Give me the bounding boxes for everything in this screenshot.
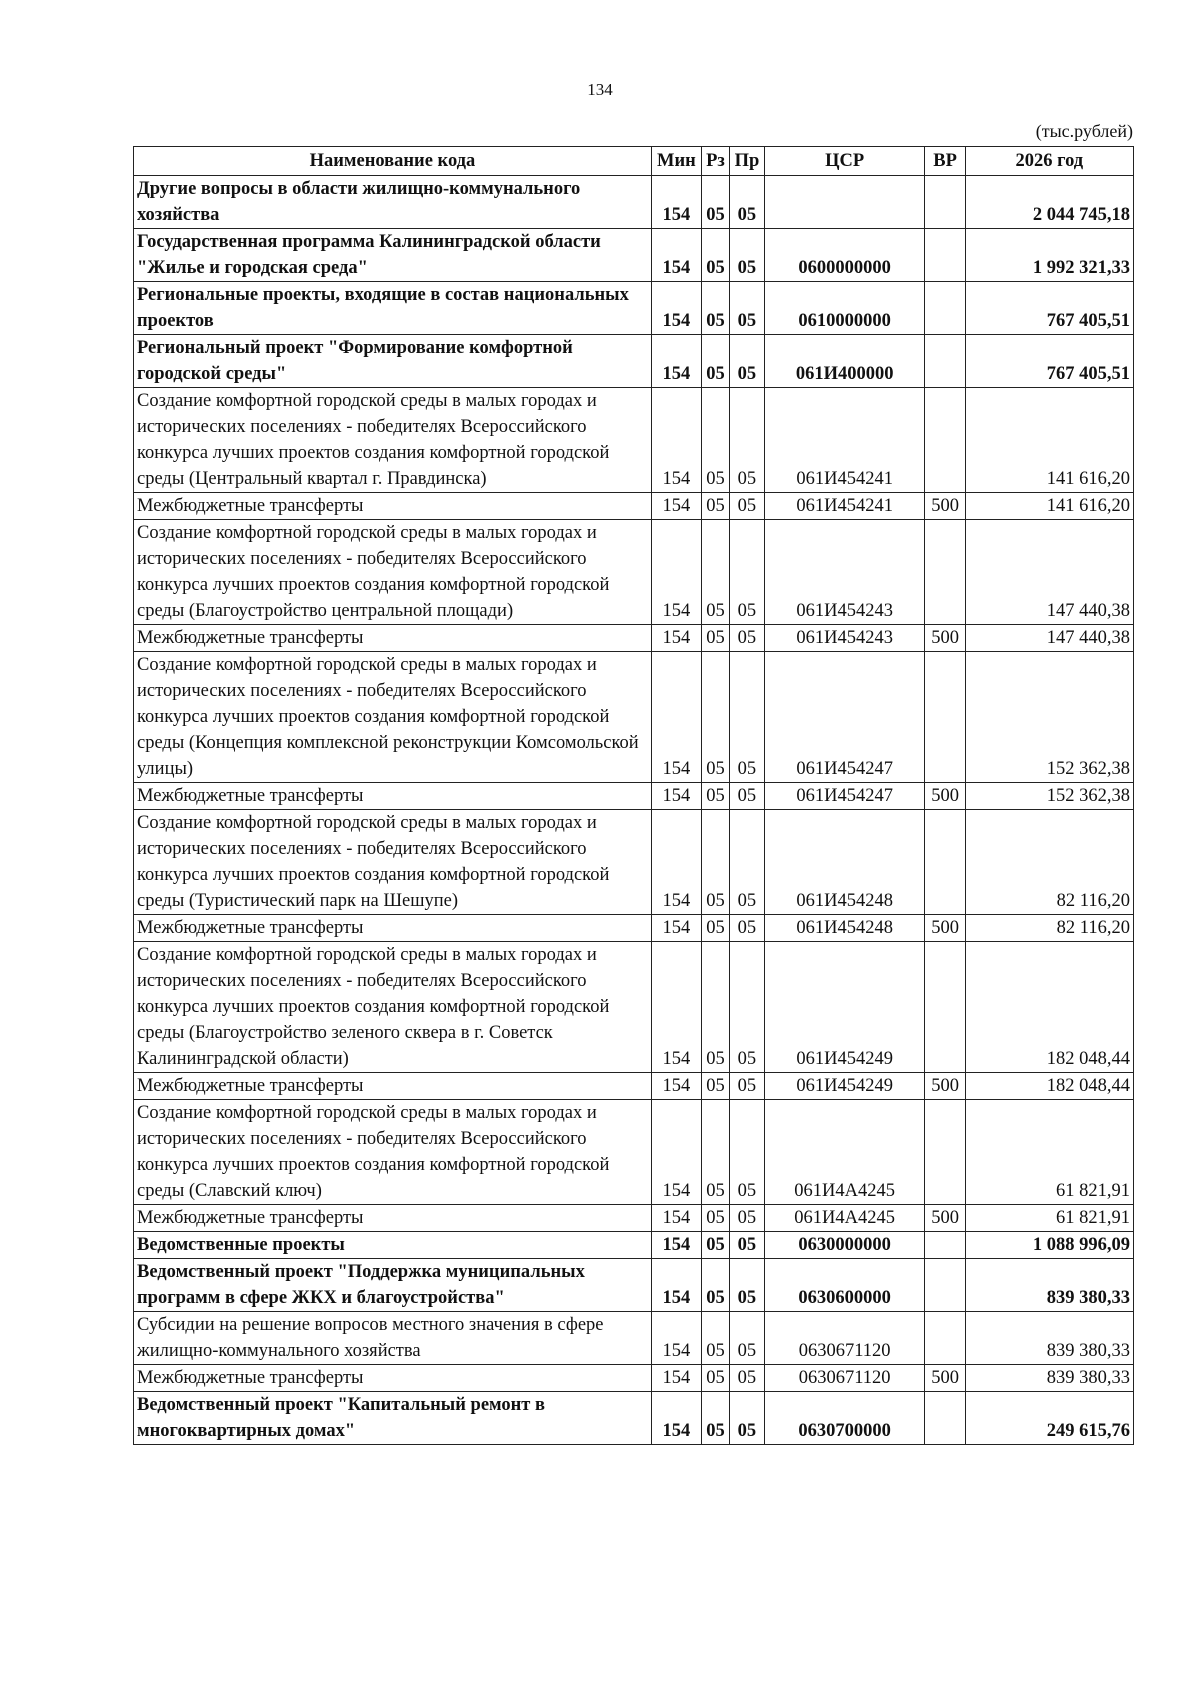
cell-csr: 0600000000 bbox=[764, 229, 925, 282]
cell-min: 154 bbox=[651, 783, 701, 810]
cell-pr: 05 bbox=[730, 625, 765, 652]
cell-amount: 141 616,20 bbox=[965, 493, 1133, 520]
cell-pr: 05 bbox=[730, 1073, 765, 1100]
cell-pr: 05 bbox=[730, 1259, 765, 1312]
cell-vr bbox=[925, 1232, 965, 1259]
cell-rz: 05 bbox=[701, 915, 729, 942]
cell-vr: 500 bbox=[925, 625, 965, 652]
cell-min: 154 bbox=[651, 520, 701, 625]
table-row bbox=[134, 1392, 1134, 1445]
cell-vr bbox=[925, 176, 965, 229]
cell-name: Региональный проект "Формирование комфортной городской среды" bbox=[134, 335, 652, 388]
table-row bbox=[134, 282, 1134, 335]
cell-name: Создание комфортной городской среды в малых городах и исторических поселениях - победителях Всероссийского конкурса лучших проектов создания комфортной городской среды (Концепция комплексной реконструкции Комсомольской улицы) bbox=[134, 652, 652, 783]
cell-amount: 839 380,33 bbox=[965, 1365, 1133, 1392]
cell-name: Создание комфортной городской среды в малых городах и исторических поселениях - победителях Всероссийского конкурса лучших проектов создания комфортной городской среды (Славский ключ) bbox=[134, 1100, 652, 1205]
units-label: (тыс.рублей) bbox=[1035, 121, 1133, 141]
cell-pr: 05 bbox=[730, 176, 765, 229]
cell-pr: 05 bbox=[730, 388, 765, 493]
cell-rz: 05 bbox=[701, 1259, 729, 1312]
cell-vr bbox=[925, 1392, 965, 1445]
cell-csr: 061И454249 bbox=[764, 1073, 925, 1100]
cell-csr: 061И4А4245 bbox=[764, 1205, 925, 1232]
cell-csr: 061И454241 bbox=[764, 388, 925, 493]
cell-vr: 500 bbox=[925, 1205, 965, 1232]
cell-pr: 05 bbox=[730, 282, 765, 335]
cell-rz: 05 bbox=[701, 783, 729, 810]
cell-name: Межбюджетные трансферты bbox=[134, 1365, 652, 1392]
table-row bbox=[134, 625, 1134, 652]
cell-rz: 05 bbox=[701, 1365, 729, 1392]
cell-name: Региональные проекты, входящие в состав национальных проектов bbox=[134, 282, 652, 335]
cell-rz: 05 bbox=[701, 493, 729, 520]
cell-pr: 05 bbox=[730, 810, 765, 915]
cell-rz: 05 bbox=[701, 1392, 729, 1445]
cell-rz: 05 bbox=[701, 1073, 729, 1100]
cell-name: Создание комфортной городской среды в малых городах и исторических поселениях - победителях Всероссийского конкурса лучших проектов создания комфортной городской среды (Благоустройство зеленого сквера в г. Советск Калининградской области) bbox=[134, 942, 652, 1073]
cell-vr bbox=[925, 1312, 965, 1365]
cell-amount: 61 821,91 bbox=[965, 1205, 1133, 1232]
cell-amount: 2 044 745,18 bbox=[965, 176, 1133, 229]
table-row bbox=[134, 388, 1134, 493]
table-row bbox=[134, 1073, 1134, 1100]
cell-rz: 05 bbox=[701, 520, 729, 625]
cell-vr bbox=[925, 520, 965, 625]
cell-rz: 05 bbox=[701, 229, 729, 282]
cell-amount: 141 616,20 bbox=[965, 388, 1133, 493]
cell-rz: 05 bbox=[701, 176, 729, 229]
cell-csr: 0630000000 bbox=[764, 1232, 925, 1259]
table-row bbox=[134, 493, 1134, 520]
cell-min: 154 bbox=[651, 652, 701, 783]
cell-pr: 05 bbox=[730, 1205, 765, 1232]
cell-name: Создание комфортной городской среды в малых городах и исторических поселениях - победителях Всероссийского конкурса лучших проектов создания комфортной городской среды (Благоустройство центральной площади) bbox=[134, 520, 652, 625]
cell-csr: 0630700000 bbox=[764, 1392, 925, 1445]
cell-vr bbox=[925, 335, 965, 388]
cell-min: 154 bbox=[651, 1100, 701, 1205]
cell-min: 154 bbox=[651, 388, 701, 493]
table-header-row bbox=[134, 147, 1134, 176]
cell-name: Другие вопросы в области жилищно-коммунального хозяйства bbox=[134, 176, 652, 229]
cell-rz: 05 bbox=[701, 1205, 729, 1232]
cell-amount: 767 405,51 bbox=[965, 335, 1133, 388]
cell-vr: 500 bbox=[925, 915, 965, 942]
table-row bbox=[134, 783, 1134, 810]
cell-vr bbox=[925, 1259, 965, 1312]
cell-min: 154 bbox=[651, 282, 701, 335]
cell-min: 154 bbox=[651, 1073, 701, 1100]
cell-csr: 061И454247 bbox=[764, 783, 925, 810]
cell-name: Межбюджетные трансферты bbox=[134, 783, 652, 810]
cell-pr: 05 bbox=[730, 493, 765, 520]
cell-vr: 500 bbox=[925, 783, 965, 810]
cell-min: 154 bbox=[651, 1365, 701, 1392]
cell-csr: 0630600000 bbox=[764, 1259, 925, 1312]
cell-min: 154 bbox=[651, 493, 701, 520]
cell-min: 154 bbox=[651, 915, 701, 942]
cell-min: 154 bbox=[651, 810, 701, 915]
cell-vr bbox=[925, 652, 965, 783]
cell-rz: 05 bbox=[701, 942, 729, 1073]
cell-rz: 05 bbox=[701, 625, 729, 652]
cell-min: 154 bbox=[651, 942, 701, 1073]
cell-vr bbox=[925, 388, 965, 493]
cell-name: Межбюджетные трансферты bbox=[134, 625, 652, 652]
cell-amount: 147 440,38 bbox=[965, 520, 1133, 625]
header-name: Наименование кода bbox=[134, 147, 652, 176]
cell-vr bbox=[925, 942, 965, 1073]
header-csr: ЦСР bbox=[764, 147, 925, 176]
table-row bbox=[134, 1100, 1134, 1205]
table-row bbox=[134, 520, 1134, 625]
table-body bbox=[134, 176, 1134, 1445]
cell-pr: 05 bbox=[730, 1365, 765, 1392]
cell-vr: 500 bbox=[925, 1073, 965, 1100]
cell-csr: 061И454249 bbox=[764, 942, 925, 1073]
cell-name: Создание комфортной городской среды в малых городах и исторических поселениях - победителях Всероссийского конкурса лучших проектов создания комфортной городской среды (Центральный квартал г. Правдинска) bbox=[134, 388, 652, 493]
table-row bbox=[134, 915, 1134, 942]
cell-name: Межбюджетные трансферты bbox=[134, 1205, 652, 1232]
cell-name: Государственная программа Калининградской области "Жилье и городская среда" bbox=[134, 229, 652, 282]
table-row bbox=[134, 1205, 1134, 1232]
cell-pr: 05 bbox=[730, 942, 765, 1073]
cell-amount: 82 116,20 bbox=[965, 810, 1133, 915]
cell-amount: 249 615,76 bbox=[965, 1392, 1133, 1445]
cell-vr: 500 bbox=[925, 1365, 965, 1392]
cell-rz: 05 bbox=[701, 1232, 729, 1259]
cell-rz: 05 bbox=[701, 388, 729, 493]
cell-min: 154 bbox=[651, 1312, 701, 1365]
cell-pr: 05 bbox=[730, 652, 765, 783]
table-row bbox=[134, 1312, 1134, 1365]
cell-vr: 500 bbox=[925, 493, 965, 520]
cell-name: Создание комфортной городской среды в малых городах и исторических поселениях - победителях Всероссийского конкурса лучших проектов создания комфортной городской среды (Туристический парк на Шешупе) bbox=[134, 810, 652, 915]
cell-csr: 061И454248 bbox=[764, 915, 925, 942]
cell-rz: 05 bbox=[701, 810, 729, 915]
table-row bbox=[134, 810, 1134, 915]
table-row bbox=[134, 1232, 1134, 1259]
header-pr: Пр bbox=[730, 147, 765, 176]
cell-amount: 82 116,20 bbox=[965, 915, 1133, 942]
cell-csr: 0630671120 bbox=[764, 1312, 925, 1365]
cell-name: Ведомственные проекты bbox=[134, 1232, 652, 1259]
cell-pr: 05 bbox=[730, 1232, 765, 1259]
cell-rz: 05 bbox=[701, 282, 729, 335]
cell-vr bbox=[925, 1100, 965, 1205]
cell-vr bbox=[925, 282, 965, 335]
cell-amount: 1 992 321,33 bbox=[965, 229, 1133, 282]
cell-rz: 05 bbox=[701, 652, 729, 783]
cell-csr bbox=[764, 176, 925, 229]
table-row bbox=[134, 335, 1134, 388]
cell-min: 154 bbox=[651, 1232, 701, 1259]
cell-amount: 147 440,38 bbox=[965, 625, 1133, 652]
cell-pr: 05 bbox=[730, 915, 765, 942]
cell-min: 154 bbox=[651, 1392, 701, 1445]
cell-amount: 767 405,51 bbox=[965, 282, 1133, 335]
cell-name: Ведомственный проект "Поддержка муниципальных программ в сфере ЖКХ и благоустройства" bbox=[134, 1259, 652, 1312]
table-row bbox=[134, 1259, 1134, 1312]
cell-pr: 05 bbox=[730, 783, 765, 810]
cell-name: Межбюджетные трансферты bbox=[134, 493, 652, 520]
table-row bbox=[134, 1365, 1134, 1392]
cell-csr: 061И454243 bbox=[764, 625, 925, 652]
budget-table bbox=[133, 146, 1134, 1445]
cell-rz: 05 bbox=[701, 1312, 729, 1365]
header-amount: 2026 год bbox=[965, 147, 1133, 176]
cell-amount: 61 821,91 bbox=[965, 1100, 1133, 1205]
cell-pr: 05 bbox=[730, 1392, 765, 1445]
cell-csr: 061И454241 bbox=[764, 493, 925, 520]
cell-min: 154 bbox=[651, 229, 701, 282]
cell-name: Межбюджетные трансферты bbox=[134, 915, 652, 942]
cell-amount: 839 380,33 bbox=[965, 1312, 1133, 1365]
cell-amount: 182 048,44 bbox=[965, 942, 1133, 1073]
cell-name: Межбюджетные трансферты bbox=[134, 1073, 652, 1100]
cell-amount: 1 088 996,09 bbox=[965, 1232, 1133, 1259]
cell-min: 154 bbox=[651, 1259, 701, 1312]
cell-min: 154 bbox=[651, 625, 701, 652]
cell-csr: 061И454243 bbox=[764, 520, 925, 625]
cell-amount: 152 362,38 bbox=[965, 783, 1133, 810]
cell-vr bbox=[925, 810, 965, 915]
cell-csr: 061И400000 bbox=[764, 335, 925, 388]
table-row bbox=[134, 176, 1134, 229]
cell-pr: 05 bbox=[730, 335, 765, 388]
cell-csr: 061И4А4245 bbox=[764, 1100, 925, 1205]
cell-rz: 05 bbox=[701, 335, 729, 388]
table-row bbox=[134, 229, 1134, 282]
cell-csr: 061И454247 bbox=[764, 652, 925, 783]
cell-amount: 152 362,38 bbox=[965, 652, 1133, 783]
cell-min: 154 bbox=[651, 1205, 701, 1232]
cell-pr: 05 bbox=[730, 229, 765, 282]
cell-csr: 0610000000 bbox=[764, 282, 925, 335]
cell-amount: 839 380,33 bbox=[965, 1259, 1133, 1312]
page-number: 134 bbox=[587, 80, 613, 99]
cell-name: Ведомственный проект "Капитальный ремонт в многоквартирных домах" bbox=[134, 1392, 652, 1445]
cell-name: Субсидии на решение вопросов местного значения в сфере жилищно-коммунального хозяйства bbox=[134, 1312, 652, 1365]
cell-csr: 061И454248 bbox=[764, 810, 925, 915]
cell-min: 154 bbox=[651, 176, 701, 229]
cell-rz: 05 bbox=[701, 1100, 729, 1205]
table-row bbox=[134, 942, 1134, 1073]
header-vr: ВР bbox=[925, 147, 965, 176]
cell-pr: 05 bbox=[730, 1100, 765, 1205]
cell-pr: 05 bbox=[730, 1312, 765, 1365]
header-min: Мин bbox=[651, 147, 701, 176]
cell-min: 154 bbox=[651, 335, 701, 388]
cell-csr: 0630671120 bbox=[764, 1365, 925, 1392]
header-rz: Рз bbox=[701, 147, 729, 176]
cell-pr: 05 bbox=[730, 520, 765, 625]
cell-amount: 182 048,44 bbox=[965, 1073, 1133, 1100]
table-row bbox=[134, 652, 1134, 783]
cell-vr bbox=[925, 229, 965, 282]
